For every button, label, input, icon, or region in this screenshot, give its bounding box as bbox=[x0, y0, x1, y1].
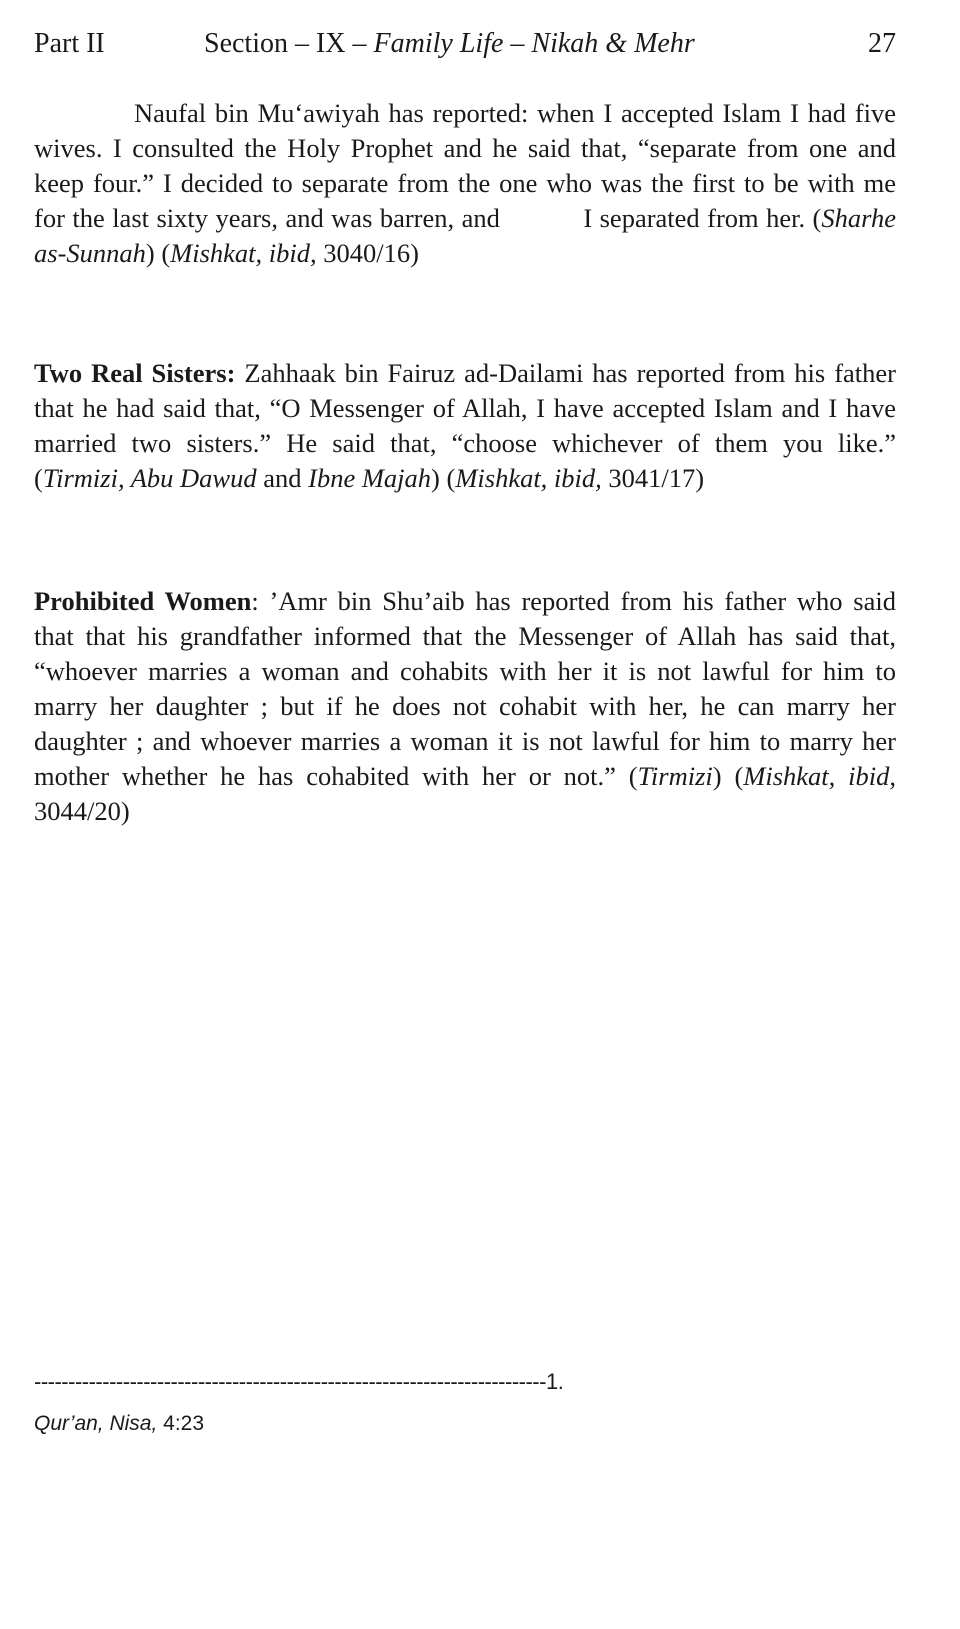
paragraph-naufal bbox=[34, 96, 896, 271]
p1-citation-1: Sharhe as-Sunnah bbox=[34, 203, 896, 268]
page-number: 27 bbox=[868, 28, 896, 59]
p3-citation-2: Mishkat, ibid, bbox=[743, 761, 896, 791]
header-section bbox=[204, 26, 695, 62]
paragraph-prohibited-women bbox=[34, 584, 896, 829]
p2-citation-1: Tirmizi, Abu Dawud bbox=[42, 463, 257, 493]
footnote-source: Qur’an, Nisa, bbox=[34, 1412, 158, 1435]
p3-citation-1: Tirmizi bbox=[637, 761, 713, 791]
footnote-rule: ---------------------------------------------------------------------------1. bbox=[34, 1369, 564, 1394]
page-header bbox=[34, 26, 896, 62]
footnote bbox=[34, 1410, 204, 1438]
p1-text-b: I separated from her. ( bbox=[583, 203, 822, 233]
p2-heading: Two Real Sisters: bbox=[34, 358, 236, 388]
p2-text-b: and bbox=[256, 463, 309, 493]
p3-text-b: ) ( bbox=[712, 761, 744, 791]
p3-text-c: 3044/20) bbox=[34, 796, 130, 826]
p1-citation-2: Mishkat, ibid, bbox=[170, 238, 317, 268]
p1-text-c: ) ( bbox=[145, 238, 171, 268]
p1-text-a: Naufal bin Mu‘awiyah has reported: when I accepted Islam I had five wives. I consulted the Holy Prophet and he said that, “separate from one and keep four.” I decided to separate from the one who was the first to be with me for the last sixty years, and was barren, and bbox=[34, 98, 896, 233]
header-section-prefix: Section – IX – bbox=[204, 28, 374, 59]
p2-citation-3: Mishkat, ibid, bbox=[455, 463, 602, 493]
p3-text-a: : ’Amr bin Shu’aib has reported from his father who said that that his grandfather informed that the Messenger of Allah has said that, “whoever marries a woman and cohabits with her it is not lawful for him to marry her daughter ; but if he does not cohabit with her, he can marry her daughter ; and whoever marries a woman it is not lawful for him to marry her mother whether he has cohabited with her or not.” ( bbox=[34, 586, 896, 791]
p2-text-a: Zahhaak bin Fairuz ad-Dailami has reported from his father that he had said that, “O Messenger of Allah, I have accepted Islam and I have married two sisters.” He said that, “choose whichever of them you like.” ( bbox=[34, 358, 896, 493]
p2-text-c: ) ( bbox=[431, 463, 456, 493]
p2-citation-2: Ibne Majah bbox=[308, 463, 432, 493]
p1-text-d: 3040/16) bbox=[316, 238, 419, 268]
paragraph-two-real-sisters bbox=[34, 356, 896, 496]
header-section-title: Family Life – Nikah & Mehr bbox=[373, 28, 695, 59]
header-part: Part II bbox=[34, 28, 105, 59]
footnote-ref: 4:23 bbox=[157, 1412, 205, 1435]
p3-heading: Prohibited Women bbox=[34, 586, 252, 616]
p2-text-d: 3041/17) bbox=[601, 463, 705, 493]
